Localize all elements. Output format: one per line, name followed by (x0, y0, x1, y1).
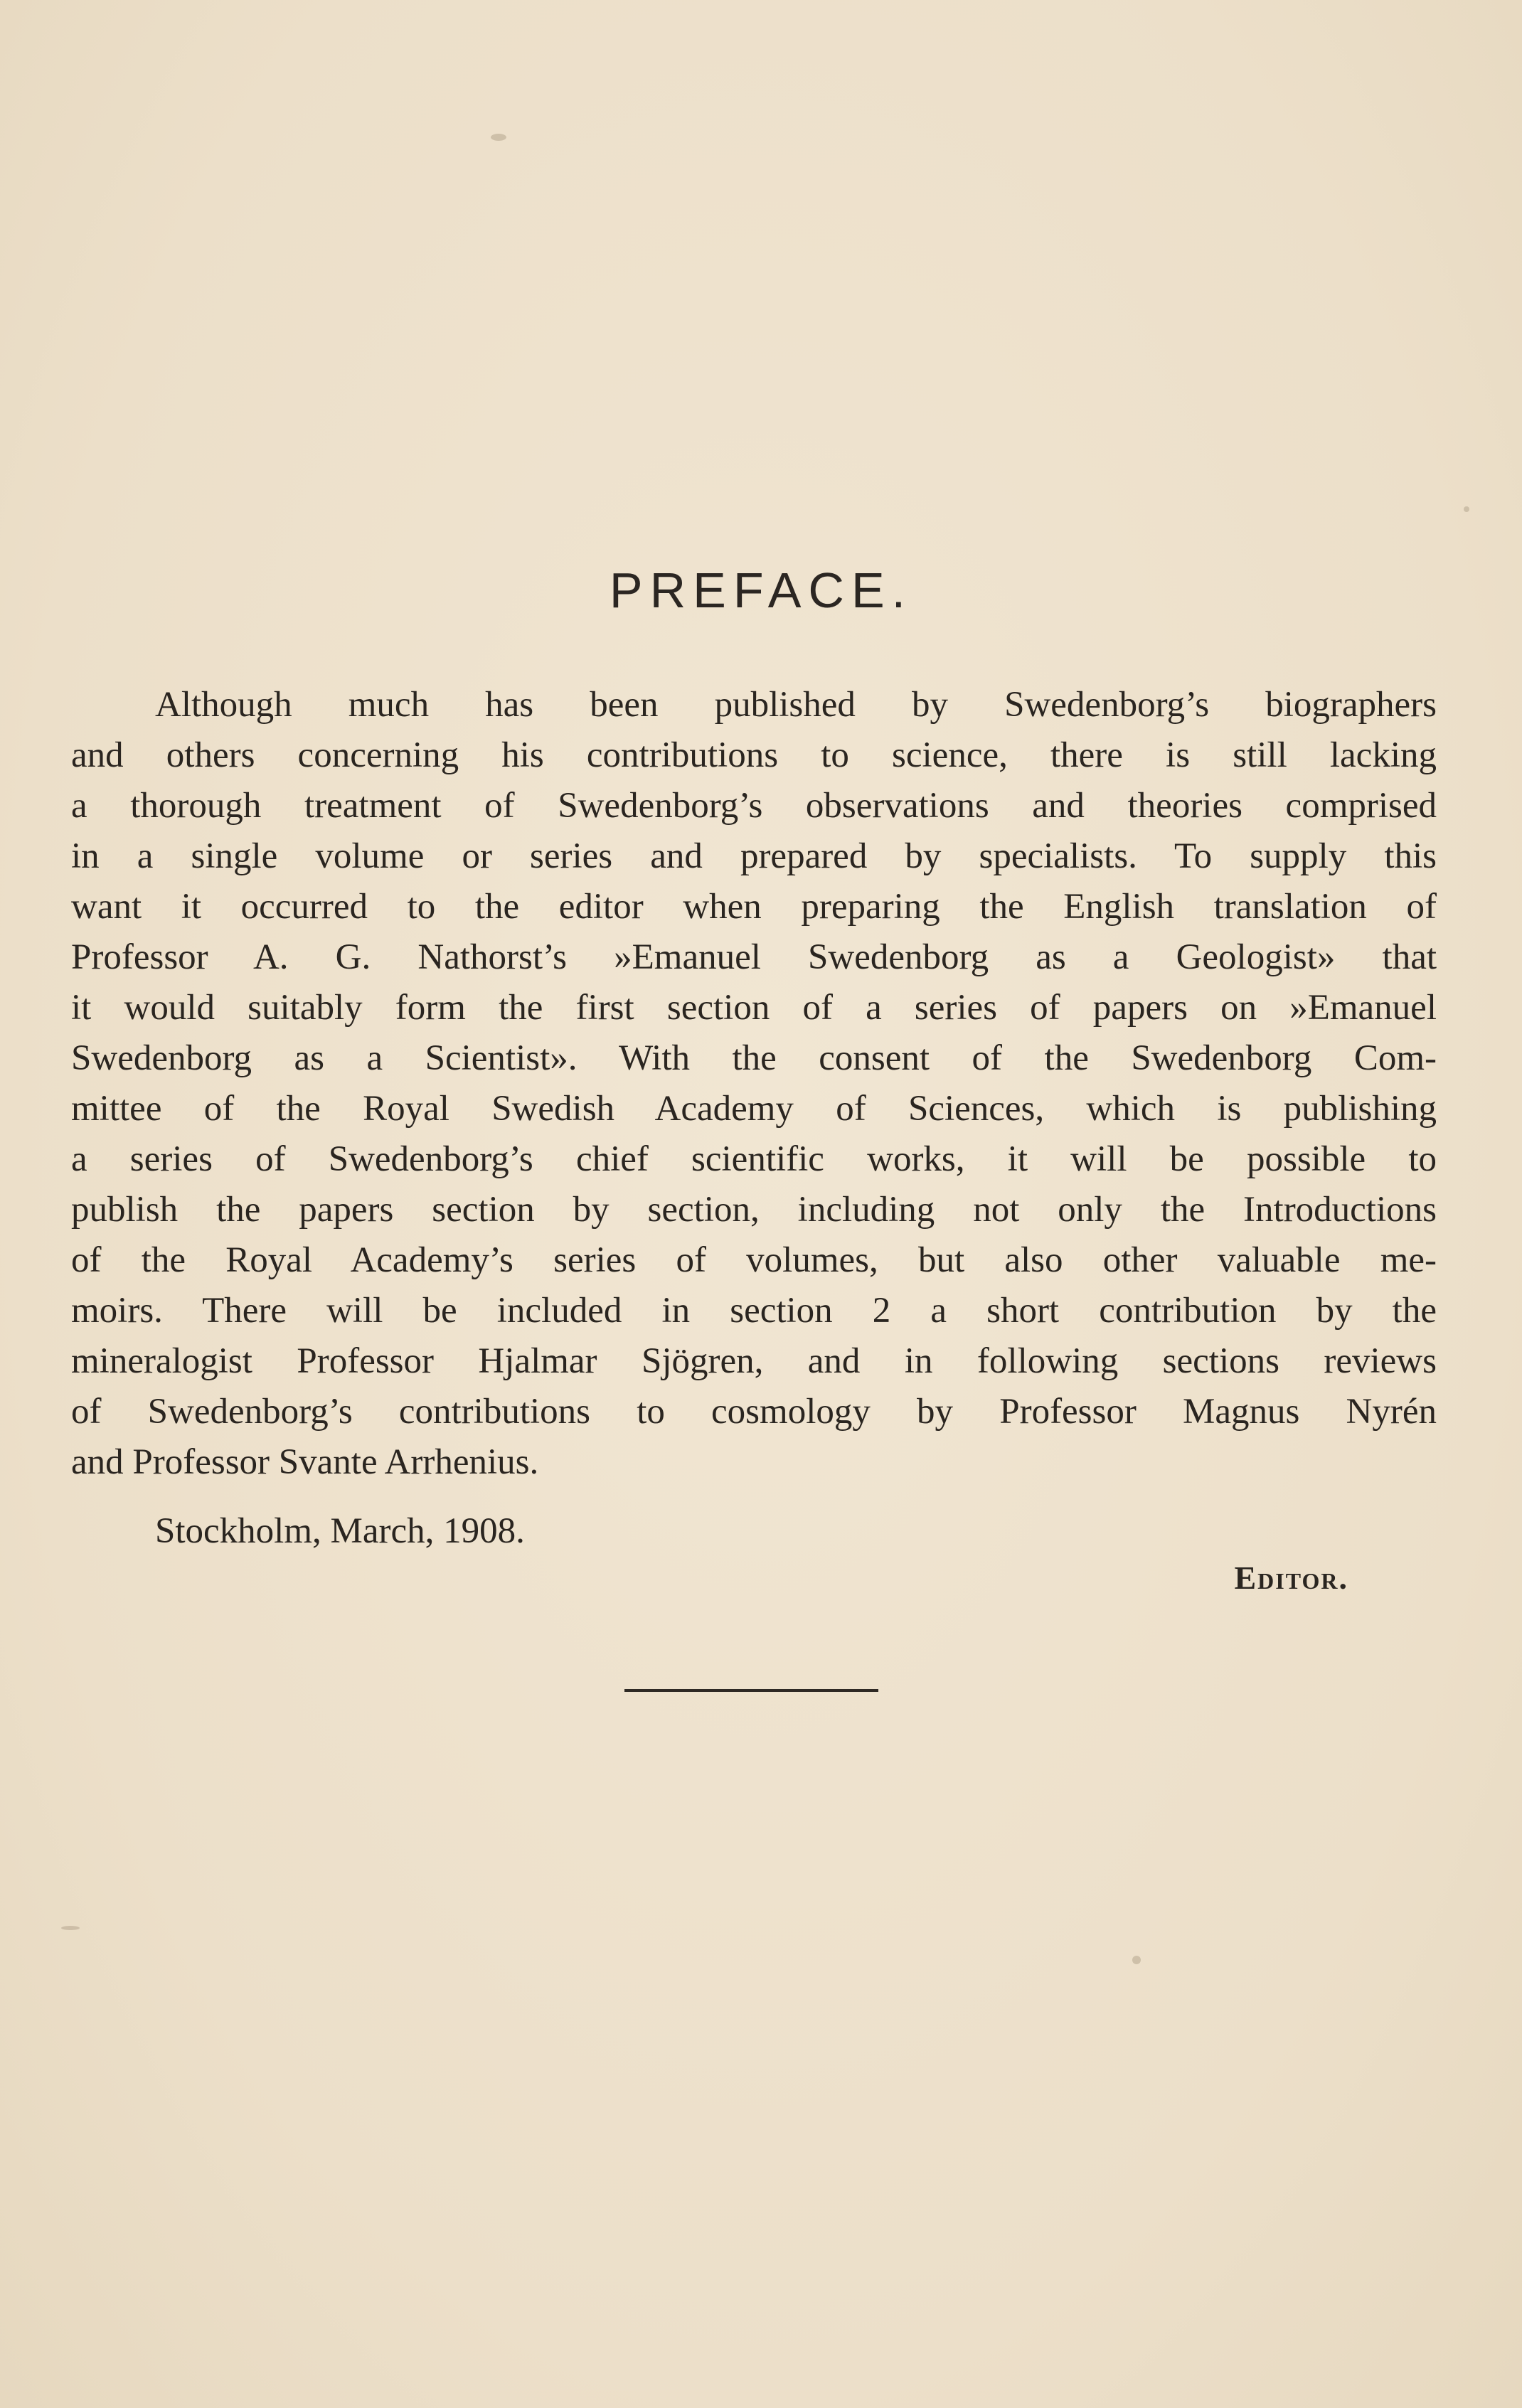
text-line: of Swedenborg’s contributions to cosmology by Professor Magnus Nyrén (71, 1392, 1437, 1432)
paper-speck (1132, 1956, 1141, 1964)
text-line: of the Royal Academy’s series of volumes, but also other valuable me- (71, 1240, 1437, 1280)
text-line: Although much has been published by Swedenborg’s biographers (155, 685, 1437, 725)
text-line: a series of Swedenborg’s chief scientific works, it will be possible to (71, 1139, 1437, 1179)
text-line: moirs. There will be included in section 2 a short contribution by the (71, 1291, 1437, 1331)
paper-speck (61, 1926, 80, 1930)
page-title: PREFACE. (609, 563, 913, 618)
text-line: a thorough treatment of Swedenborg’s observations and theories comprised (71, 786, 1437, 826)
text-line: and Professor Svante Arrhenius. (71, 1442, 539, 1482)
text-line: in a single volume or series and prepared by specialists. To supply this (71, 836, 1437, 876)
paper-speck (491, 134, 506, 141)
editor-signature: Editor. (1234, 1560, 1348, 1596)
text-line: Professor A. G. Nathorst’s »Emanuel Swedenborg as a Geologist» that (71, 937, 1437, 977)
text-line: mittee of the Royal Swedish Academy of Sciences, which is publishing (71, 1089, 1437, 1129)
text-line: and others concerning his contributions to science, there is still lacking (71, 735, 1437, 775)
text-line: mineralogist Professor Hjalmar Sjögren, and in following sections reviews (71, 1341, 1437, 1381)
text-line: Swedenborg as a Scientist». With the consent of the Swedenborg Com- (71, 1038, 1437, 1078)
paper-speck (1464, 506, 1469, 512)
preface-paragraph (71, 680, 1437, 1488)
place-date: Stockholm, March, 1908. (155, 1511, 525, 1551)
text-line: want it occurred to the editor when preparing the English translation of (71, 887, 1437, 927)
closing-rule (624, 1689, 878, 1692)
text-line: publish the papers section by section, including not only the Introductions (71, 1190, 1437, 1230)
text-line: it would suitably form the first section of a series of papers on »Emanuel (71, 988, 1437, 1028)
